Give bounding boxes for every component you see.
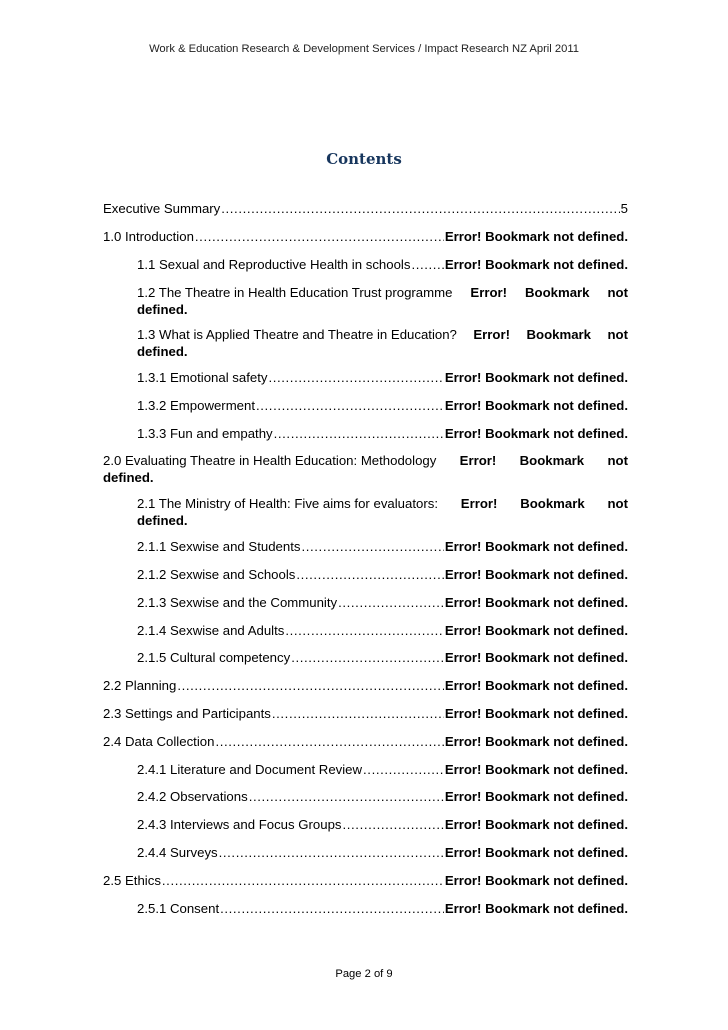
dot-leader	[343, 816, 444, 833]
dot-leader	[296, 566, 443, 583]
dot-leader	[291, 649, 444, 666]
error-continuation: defined.	[137, 513, 188, 528]
error-text: Error! Bookmark not defined.	[444, 706, 628, 721]
toc-entry[interactable]: 1.0 Introduction ..... Error! Bookmark not defined.	[103, 228, 628, 245]
error-text: Error! Bookmark not defined.	[444, 817, 628, 832]
toc-entry-wrapped[interactable]: 2.0 Evaluating Theatre in Health Education: Methodology Error! Bookmark not defined.	[103, 453, 628, 485]
toc-entry[interactable]: 2.4.4 Surveys ..... Error! Bookmark not defined.	[137, 844, 628, 861]
dot-leader	[274, 425, 444, 442]
dot-leader	[363, 761, 444, 778]
dot-leader	[256, 397, 444, 414]
toc-entry[interactable]: 2.5.1 Consent ..... Error! Bookmark not defined.	[137, 900, 628, 917]
error-continuation: defined.	[103, 470, 154, 485]
error-text: Error! Bookmark not defined.	[444, 229, 628, 244]
dot-leader	[338, 594, 444, 611]
dot-leader	[285, 622, 443, 639]
dot-leader	[219, 844, 444, 861]
toc-entry[interactable]: 2.1.3 Sexwise and the Community ..... Error! Bookmark not defined.	[137, 594, 628, 611]
error-text: Error! Bookmark not defined.	[444, 567, 628, 582]
error-text: Error! Bookmark not defined.	[444, 257, 628, 272]
toc-entry[interactable]: 2.2 Planning ..... Error! Bookmark not defined.	[103, 677, 628, 694]
toc-entry[interactable]: 1.3.1 Emotional safety ..... Error! Bookmark not defined.	[137, 369, 628, 386]
error-text: Error! Bookmark not defined.	[444, 398, 628, 413]
toc-entry[interactable]: 2.4.3 Interviews and Focus Groups ..... Error! Bookmark not defined.	[137, 816, 628, 833]
dot-leader	[249, 788, 444, 805]
toc-entry[interactable]: 2.1.5 Cultural competency ..... Error! Bookmark not defined.	[137, 649, 628, 666]
error-text: Error! Bookmark not defined.	[444, 595, 628, 610]
page-number: 5	[620, 201, 628, 216]
toc-entry-wrapped[interactable]: 1.3 What is Applied Theatre and Theatre in Education? Error! Bookmark not defined.	[137, 327, 628, 359]
dot-leader	[411, 256, 443, 273]
dot-leader	[215, 733, 443, 750]
error-text: Error! Bookmark not defined.	[444, 539, 628, 554]
dot-leader	[195, 228, 444, 245]
dot-leader	[272, 705, 444, 722]
toc-entry[interactable]: 2.1.1 Sexwise and Students ..... Error! Bookmark not defined.	[137, 538, 628, 555]
error-text: Error! Bookmark not defined.	[444, 901, 628, 916]
error-continuation: defined.	[137, 302, 188, 317]
running-header: Work & Education Research & Development Services / Impact Research NZ April 2011	[149, 43, 579, 55]
error-continuation: defined.	[137, 344, 188, 359]
toc-entry[interactable]: 2.1.2 Sexwise and Schools ..... Error! Bookmark not defined.	[137, 566, 628, 583]
page-footer: Page 2 of 9	[335, 968, 393, 980]
toc-entry-wrapped[interactable]: 2.1 The Ministry of Health: Five aims for evaluators: Error! Bookmark not defined.	[137, 496, 628, 528]
dot-leader	[220, 900, 444, 917]
toc-entry[interactable]: 2.5 Ethics ..... Error! Bookmark not defined.	[103, 872, 628, 889]
dot-leader	[268, 369, 443, 386]
dot-leader	[162, 872, 444, 889]
error-text: Error! Bookmark not defined.	[444, 426, 628, 441]
error-text: Error! Bookmark not defined.	[444, 845, 628, 860]
error-text: Error! Bookmark not defined.	[444, 762, 628, 777]
toc-entry[interactable]: 1.1 Sexual and Reproductive Health in schools ..... Error! Bookmark not defined.	[137, 256, 628, 273]
dot-leader	[177, 677, 443, 694]
error-text: Error! Bookmark not defined.	[444, 623, 628, 638]
error-text: Error! Bookmark not defined.	[444, 370, 628, 385]
error-text: Error! Bookmark not defined.	[444, 650, 628, 665]
toc-entry[interactable]: 2.4.2 Observations ..... Error! Bookmark not defined.	[137, 788, 628, 805]
error-text: Error! Bookmark not defined.	[444, 873, 628, 888]
page-title: Contents	[326, 150, 402, 168]
toc-entry[interactable]: 2.4.1 Literature and Document Review ..... Error! Bookmark not defined.	[137, 761, 628, 778]
toc-entry[interactable]: 1.3.2 Empowerment ..... Error! Bookmark not defined.	[137, 397, 628, 414]
toc-entry[interactable]: 2.4 Data Collection ..... Error! Bookmark not defined.	[103, 733, 628, 750]
dot-leader	[302, 538, 444, 555]
toc-entry[interactable]: 1.3.3 Fun and empathy ..... Error! Bookmark not defined.	[137, 425, 628, 442]
toc-entry[interactable]: 2.1.4 Sexwise and Adults ..... Error! Bookmark not defined.	[137, 622, 628, 639]
error-text: Error! Bookmark not defined.	[444, 734, 628, 749]
toc-entry-executive-summary[interactable]: Executive Summary ..... 5	[103, 200, 628, 217]
error-text: Error! Bookmark not defined.	[444, 789, 628, 804]
error-text: Error! Bookmark not defined.	[444, 678, 628, 693]
dot-leader	[221, 200, 619, 217]
toc-entry-wrapped[interactable]: 1.2 The Theatre in Health Education Trust programme Error! Bookmark not defined.	[137, 285, 628, 317]
toc-entry[interactable]: 2.3 Settings and Participants ..... Error! Bookmark not defined.	[103, 705, 628, 722]
